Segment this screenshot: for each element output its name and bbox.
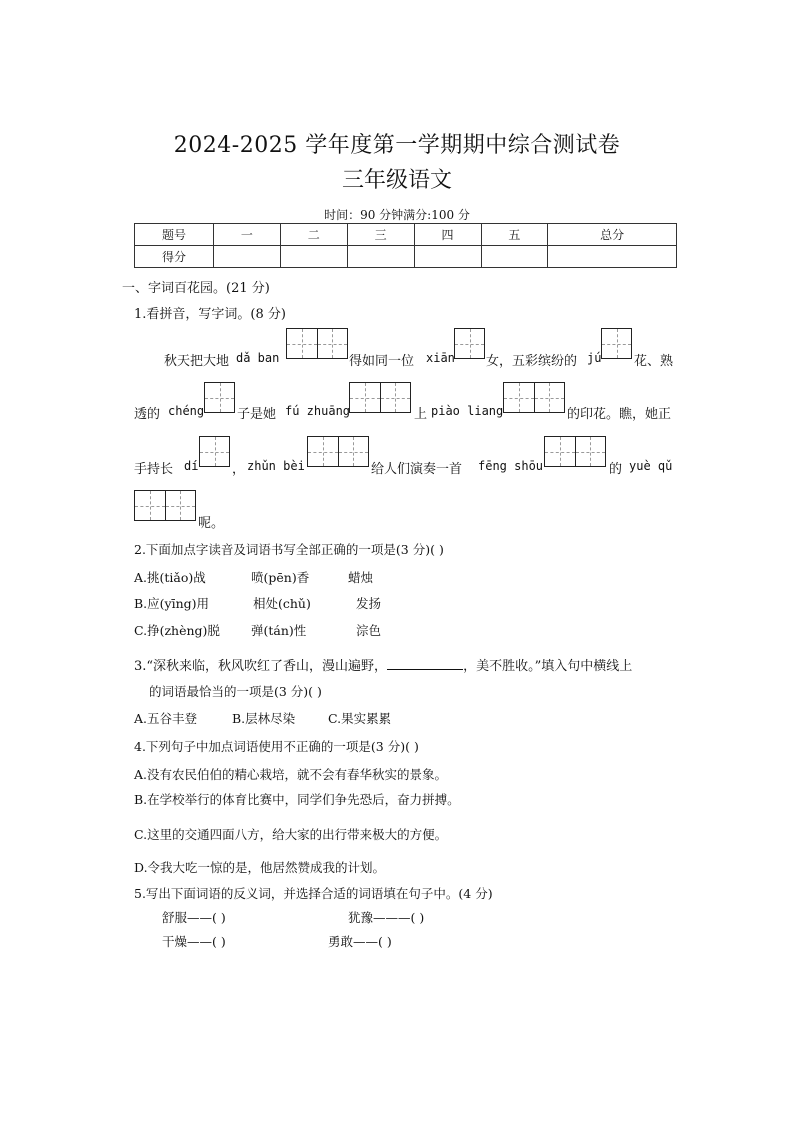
writing-grid[interactable] [204, 382, 235, 413]
q1-text: 秋天把大地 [164, 354, 230, 369]
q3-text: 3.“深秋来临，秋风吹红了香山，漫山遍野， [134, 659, 388, 674]
q1-text: 女，五彩缤纷的 [486, 354, 578, 369]
score-cell: 四 [414, 224, 481, 246]
q1-pinyin: jú [587, 351, 602, 365]
exam-meta: 时间：90 分钟满分:100 分 [324, 208, 470, 222]
q1-text: 的 [609, 462, 623, 477]
q1-text: 的印花。瞧，她正 [567, 407, 672, 422]
q1-text: 上 [414, 407, 428, 422]
writing-grid[interactable] [307, 436, 369, 467]
score-input-cell[interactable] [214, 246, 281, 268]
q1-pinyin: fú zhuāng [285, 404, 351, 418]
q5-word: 犹豫———( ) [348, 910, 425, 925]
q3-text: 的词语最恰当的一项是(3 分)( ) [149, 684, 322, 699]
score-input-cell[interactable] [280, 246, 347, 268]
q1-text: 呢。 [198, 516, 225, 531]
score-input-cell[interactable] [414, 246, 481, 268]
writing-grid[interactable] [544, 436, 606, 467]
score-table-score-row [135, 246, 677, 268]
q4-option-d: D.令我大吃一惊的是，他居然赞成我的计划。 [134, 860, 386, 875]
q1-pinyin: fēng shōu [478, 459, 544, 473]
answer-blank[interactable] [387, 657, 463, 670]
question-4-stem: 4.下列句子中加点词语使用不正确的一项是(3 分)( ) [134, 739, 419, 754]
q2-option-c: C.挣(zhèng)脱 [134, 623, 220, 638]
q1-text: 花、熟 [634, 354, 674, 369]
question-5-stem: 5.写出下面词语的反义词，并选择合适的词语填在句子中。(4 分) [134, 886, 493, 901]
q1-text: ， [232, 462, 246, 477]
question-3-stem [134, 655, 632, 674]
score-cell: 二 [280, 224, 347, 246]
exam-title: 2024-2025 学年度第一学期期中综合测试卷 [173, 133, 621, 158]
writing-grid[interactable] [349, 382, 411, 413]
score-cell: 得分 [135, 246, 214, 268]
q2-option-c: 弹(tán)性 [251, 623, 307, 638]
score-cell: 题号 [135, 224, 214, 246]
q4-option-b: B.在学校举行的体育比赛中，同学们争先恐后，奋力拼搏。 [134, 792, 460, 807]
q5-word: 勇敢——( ) [328, 934, 392, 949]
writing-grid[interactable] [601, 328, 632, 359]
q2-option-b: 相处(chǔ) [253, 596, 311, 611]
q1-text: 子是她 [237, 407, 277, 422]
q4-option-c: C.这里的交通四面八方，给大家的出行带来极大的方便。 [134, 827, 448, 842]
q1-text: 给人们演奏一首 [371, 462, 463, 477]
score-table [134, 223, 677, 268]
q3-option-a: A.五谷丰登 [134, 711, 198, 726]
q2-option-c: 淙色 [356, 623, 382, 638]
writing-grid[interactable] [286, 328, 348, 359]
score-input-cell[interactable] [347, 246, 414, 268]
q1-pinyin: yuè qǔ [629, 459, 673, 473]
score-input-cell[interactable] [548, 246, 677, 268]
q1-pinyin: dǎ ban [236, 351, 280, 365]
q2-option-b: 发扬 [356, 596, 382, 611]
q1-text: 手持长 [134, 462, 174, 477]
score-cell: 三 [347, 224, 414, 246]
writing-grid[interactable] [503, 382, 565, 413]
q4-option-a: A.没有农民伯伯的精心栽培，就不会有春华秋实的景象。 [134, 767, 448, 782]
question-1-stem: 1.看拼音，写字词。(8 分) [134, 307, 286, 322]
q3-option-b: B.层林尽染 [232, 711, 296, 726]
section-heading: 一、字词百花园。(21 分) [122, 281, 270, 296]
writing-grid[interactable] [454, 328, 485, 359]
score-cell: 五 [481, 224, 548, 246]
score-cell: 一 [214, 224, 281, 246]
q2-option-b: B.应(yīng)用 [134, 596, 210, 611]
q1-pinyin: dí [184, 459, 199, 473]
q1-text: 得如同一位 [349, 354, 415, 369]
q2-option-a: A.挑(tiǎo)战 [134, 570, 206, 585]
q3-text: ，美不胜收。”填入句中横线上 [463, 659, 633, 674]
writing-grid[interactable] [199, 436, 230, 467]
q1-pinyin: zhǔn bèi [247, 459, 305, 473]
q1-pinyin: piào liang [431, 404, 504, 418]
score-input-cell[interactable] [481, 246, 548, 268]
writing-grid[interactable] [134, 490, 196, 521]
exam-subtitle: 三年级语文 [341, 168, 452, 193]
q3-option-c: C.果实累累 [328, 711, 392, 726]
q1-pinyin: chéng [168, 404, 205, 418]
q1-text: 透的 [134, 407, 161, 422]
q1-pinyin: xiān [426, 351, 455, 365]
q5-word: 舒服——( ) [162, 910, 226, 925]
score-table-header-row [135, 224, 677, 246]
score-cell: 总分 [548, 224, 677, 246]
q5-word: 干燥——( ) [162, 934, 226, 949]
q2-option-a: 喷(pēn)香 [251, 570, 310, 585]
question-2-stem: 2.下面加点字读音及词语书写全部正确的一项是(3 分)( ) [134, 542, 444, 557]
q2-option-a: 蜡烛 [348, 570, 374, 585]
